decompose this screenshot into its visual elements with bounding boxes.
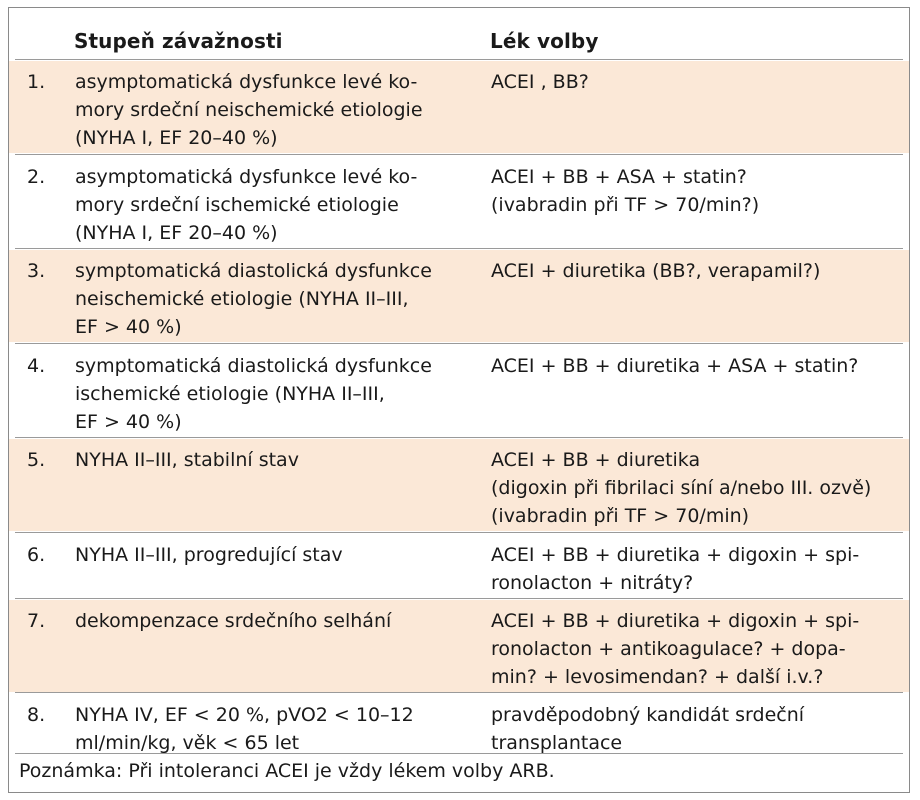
row-separator — [15, 343, 903, 344]
severity-line: NYHA II–III, stabilní stav — [75, 449, 299, 471]
table-row — [9, 250, 909, 342]
table-row — [9, 345, 909, 437]
drug-line: min? + levosimendan? + další i.v.? — [491, 666, 824, 688]
drug-line: transplantace — [491, 732, 623, 754]
row-drug — [491, 541, 901, 597]
table-note: Poznámka: Při intoleranci ACEI je vždy lékem volby ARB. — [19, 760, 555, 782]
drug-line: (ivabradin při TF > 70/min?) — [491, 194, 760, 216]
table-row — [9, 600, 909, 692]
severity-line: EF > 40 %) — [75, 316, 182, 338]
table-row — [9, 534, 909, 598]
row-number: 6. — [27, 544, 46, 566]
row-number: 5. — [27, 449, 46, 471]
severity-line: asymptomatická dysfunkce levé ko- — [75, 166, 418, 188]
severity-line: symptomatická diastolická dysfunkce — [75, 355, 432, 377]
row-separator — [15, 437, 903, 438]
row-drug — [491, 163, 901, 219]
row-severity — [75, 257, 480, 341]
row-severity — [75, 541, 480, 569]
row-number: 2. — [27, 166, 46, 188]
severity-line: mory srdeční ischemické etiologie — [75, 194, 399, 216]
row-separator — [15, 753, 903, 754]
row-severity — [75, 446, 480, 474]
table-row — [9, 156, 909, 248]
row-number: 4. — [27, 355, 46, 377]
row-separator — [15, 59, 903, 60]
row-number: 1. — [27, 71, 46, 93]
drug-line: pravděpodobný kandidát srdeční — [491, 704, 805, 726]
severity-line: (NYHA I, EF 20–40 %) — [75, 222, 278, 244]
row-separator — [15, 598, 903, 599]
row-separator — [15, 692, 903, 693]
drug-line: ACEI + diuretika (BB?, verapamil?) — [491, 260, 821, 282]
drug-line: ACEI , BB? — [491, 71, 589, 93]
row-separator — [15, 154, 903, 155]
row-drug — [491, 607, 901, 691]
severity-line: dekompenzace srdečního selhání — [75, 610, 392, 632]
row-drug — [491, 446, 901, 530]
row-number: 8. — [27, 704, 46, 726]
row-severity — [75, 163, 480, 247]
severity-line: neischemické etiologie (NYHA II–III, — [75, 288, 409, 310]
row-severity — [75, 701, 480, 757]
row-number: 3. — [27, 260, 46, 282]
severity-line: mory srdeční neischemické etiologie — [75, 99, 423, 121]
drug-line: ronolacton + nitráty? — [491, 572, 694, 594]
severity-line: asymptomatická dysfunkce levé ko- — [75, 71, 418, 93]
drug-line: (ivabradin při TF > 70/min) — [491, 505, 750, 527]
row-drug — [491, 352, 901, 380]
drug-line: ACEI + BB + diuretika + ASA + statin? — [491, 355, 859, 377]
row-drug — [491, 68, 901, 96]
severity-line: ischemické etiologie (NYHA II–III, — [75, 383, 385, 405]
severity-line: NYHA IV, EF < 20 %, pVO2 < 10–12 — [75, 704, 414, 726]
severity-line: symptomatická diastolická dysfunkce — [75, 260, 432, 282]
drug-line: ACEI + BB + diuretika + digoxin + spi- — [491, 544, 860, 566]
severity-line: EF > 40 %) — [75, 411, 182, 433]
row-severity — [75, 68, 480, 152]
row-drug — [491, 701, 901, 757]
row-drug — [491, 257, 901, 285]
table-row — [9, 694, 909, 758]
header-severity: Stupeň závažnosti — [74, 29, 283, 53]
table-row — [9, 61, 909, 153]
drug-line: ACEI + BB + diuretika — [491, 449, 701, 471]
row-number: 7. — [27, 610, 46, 632]
drug-line: (digoxin při fibrilaci síní a/nebo III. ozvě) — [491, 477, 872, 499]
row-severity — [75, 352, 480, 436]
severity-line: (NYHA I, EF 20–40 %) — [75, 127, 278, 149]
treatment-table — [8, 7, 910, 793]
severity-line: NYHA II–III, progredující stav — [75, 544, 343, 566]
header-drug: Lék volby — [490, 29, 599, 53]
row-separator — [15, 532, 903, 533]
drug-line: ACEI + BB + diuretika + digoxin + spi- — [491, 610, 860, 632]
row-separator — [15, 248, 903, 249]
severity-line: ml/min/kg, věk < 65 let — [75, 732, 300, 754]
table-header — [9, 8, 909, 62]
table-row — [9, 439, 909, 531]
row-severity — [75, 607, 480, 635]
drug-line: ronolacton + antikoagulace? + dopa- — [491, 638, 846, 660]
drug-line: ACEI + BB + ASA + statin? — [491, 166, 747, 188]
